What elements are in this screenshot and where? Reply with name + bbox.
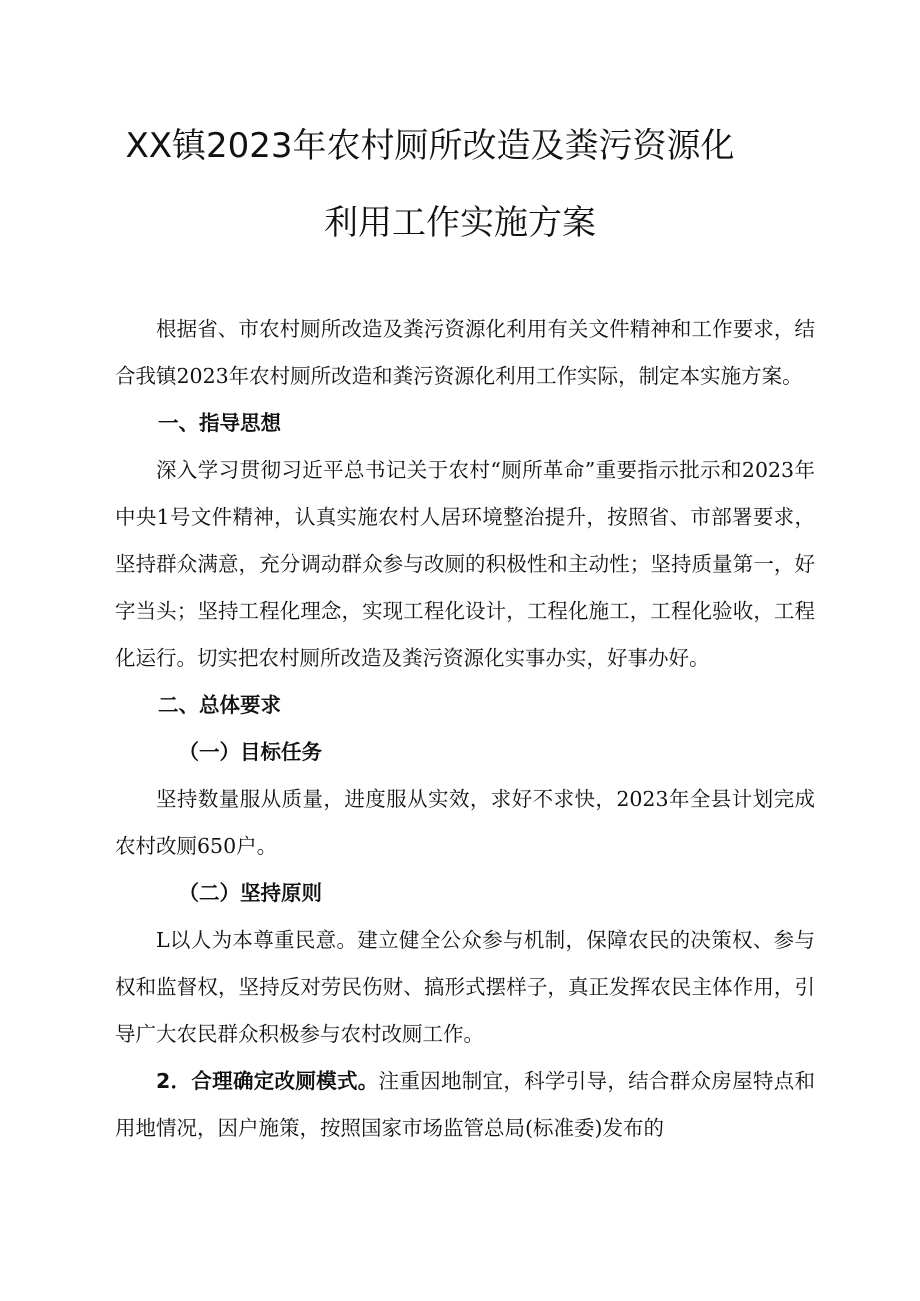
principle-2-paragraph: [115, 1058, 815, 1152]
principle-1-paragraph: L以人为本尊重民意。建立健全公众参与机制，保障农民的决策权、参与权和监督权，坚持反对劳民伤财、搞形式摆样子，真正发挥农民主体作用，引导广大农民群众积极参与农村改厕工作。: [115, 928, 815, 1046]
section-1-heading: 一、指导思想: [158, 411, 282, 435]
subsection-1-paragraph: 坚持数量服从质量，进度服从实效，求好不求快，2023年全县计划完成农村改厕650户。: [115, 787, 815, 858]
document-title-line-1: XX镇2023年农村厕所改造及粪污资源化: [125, 126, 735, 166]
document-body: [115, 306, 815, 1152]
section-1-paragraph: 深入学习贯彻习近平总书记关于农村“厕所革命”重要指示批示和2023年中央1号文件精神，认真实施农村人居环境整治提升，按照省、市部署要求，坚持群众满意，充分调动群众参与改厕的积极性和主动性；坚持质量第一，好字当头；坚持工程化理念，实现工程化设计，工程化施工，工程化验收，工程化运行。切实把农村厕所改造及粪污资源化实事办实，好事办好。: [115, 458, 815, 670]
intro-paragraph: 根据省、市农村厕所改造及粪污资源化利用有关文件精神和工作要求，结合我镇2023年农村厕所改造和粪污资源化利用工作实际，制定本实施方案。: [115, 317, 815, 388]
principle-2-body: 注重因地制宜，科学引导，结合群众房屋特点和用地情况，因户施策，按照国家市场监管总局(标准委)发布的: [115, 1069, 816, 1140]
section-2-heading: 二、总体要求: [158, 693, 282, 717]
subsection-2-heading: （二）坚持原则: [178, 881, 323, 905]
principle-2-lead: 2．合理确定改厕模式。: [156, 1069, 379, 1093]
subsection-1-heading: （一）目标任务: [178, 740, 323, 764]
document-title-line-2: 利用工作实施方案: [324, 203, 596, 243]
